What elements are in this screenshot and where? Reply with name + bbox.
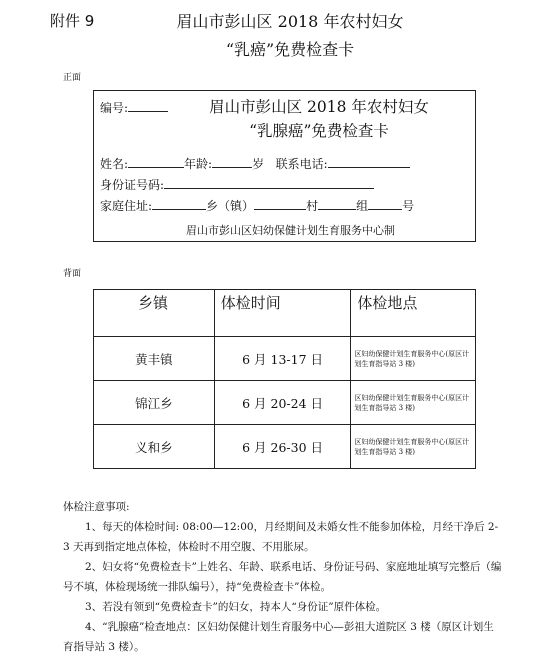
note-item: 2、妇女将“免费检查卡”上姓名、年龄、联系电话、身份证号码、家庭地址填写完整后（编号不填，体检现场统一排队编号），持“免费检查卡”体检。: [63, 561, 502, 593]
schedule-row: [94, 337, 476, 381]
village-blank[interactable]: [254, 197, 306, 210]
card-row-id: [100, 176, 374, 193]
header-date: 体检时间: [214, 290, 351, 337]
row-location: 区妇幼保健计划生育服务中心(原区计划生育指导站 3 楼): [351, 381, 476, 425]
attachment-label: 附件 9: [50, 12, 95, 30]
row-location: 区妇幼保健计划生育服务中心(原区计划生育指导站 3 楼): [351, 337, 476, 381]
exam-card-front: [93, 90, 476, 242]
schedule-row: [94, 425, 476, 469]
id-blank[interactable]: [164, 176, 374, 189]
notes-heading: 体检注意事项:: [63, 501, 130, 513]
row-town: 锦江乡: [94, 381, 215, 425]
age-blank[interactable]: [212, 155, 252, 168]
address-label: 家庭住址:: [100, 199, 153, 213]
front-label: 正面: [63, 73, 82, 83]
row-town: 义和乡: [94, 425, 215, 469]
schedule-header-row: [94, 290, 476, 337]
phone-label: 联系电话:: [275, 157, 328, 171]
age-label: 年龄:: [184, 157, 213, 171]
township-blank[interactable]: [152, 197, 206, 210]
card-number-label: 编号:: [100, 101, 129, 115]
house-number-unit: 号: [402, 199, 415, 213]
row-date: 6 月 13-17 日: [214, 337, 351, 381]
document-title-line2: “乳癌”免费检查卡: [225, 40, 355, 59]
note-item: 4、“乳腺癌”检查地点：区妇幼保健计划生育服务中心—彭祖大道院区 3 楼（原区计划生育指导站 3 楼）。: [63, 621, 494, 653]
schedule-row: [94, 381, 476, 425]
row-date: 6 月 26-30 日: [214, 425, 351, 469]
name-blank[interactable]: [128, 155, 184, 168]
group-blank[interactable]: [318, 197, 356, 210]
card-title-line2: “乳腺癌”免费检查卡: [249, 122, 389, 140]
exam-notes: [63, 497, 503, 657]
row-town: 黄丰镇: [94, 337, 215, 381]
header-town: 乡镇: [94, 290, 215, 337]
document-title-line1: 眉山市彭山区 2018 年农村妇女: [176, 12, 404, 31]
name-label: 姓名:: [100, 157, 129, 171]
card-number-field: [100, 99, 168, 116]
age-unit: 岁: [252, 157, 265, 171]
row-location: 区妇幼保健计划生育服务中心(原区计划生育指导站 3 楼): [351, 425, 476, 469]
house-number-blank[interactable]: [368, 197, 402, 210]
township-label: 乡（镇）: [206, 199, 255, 213]
card-row-address: [100, 197, 414, 214]
schedule-table: [93, 289, 476, 469]
id-label: 身份证号码:: [100, 178, 165, 192]
note-item: 1、每天的体检时间: 08:00—12:00，月经期间及未婚女性不能参加体检，月经干净后 2-3 天再到指定地点体检，体检时不用空腹、不用胀尿。: [63, 521, 499, 553]
card-number-blank[interactable]: [128, 99, 168, 112]
card-issuer: 眉山市彭山区妇幼保健计划生育服务中心制: [186, 224, 395, 237]
phone-blank[interactable]: [328, 155, 410, 168]
header-location: 体检地点: [351, 290, 476, 337]
village-label: 村: [306, 199, 319, 213]
card-row-name: [100, 155, 410, 172]
card-title-line1: 眉山市彭山区 2018 年农村妇女: [209, 98, 429, 116]
row-date: 6 月 20-24 日: [214, 381, 351, 425]
note-item: 3、若没有领到“免费检查卡”的妇女，持本人“身份证”原件体检。: [85, 601, 387, 613]
group-label: 组: [356, 199, 369, 213]
back-label: 背面: [63, 269, 82, 279]
